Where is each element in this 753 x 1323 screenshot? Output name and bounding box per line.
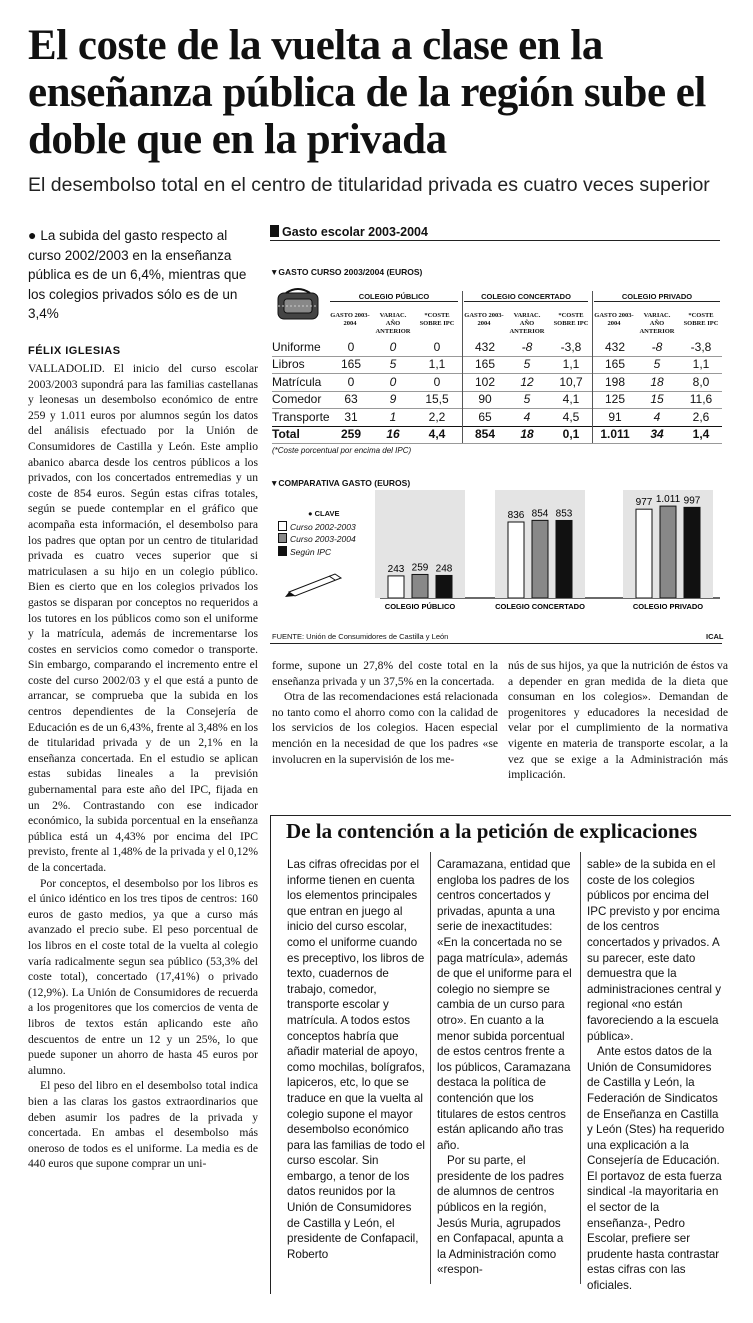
subheader: VARIAC. AÑO ANTERIOR (509, 312, 545, 335)
bar-value-label: 1.011 (655, 494, 681, 506)
bullet-dot-icon: ● (28, 227, 41, 243)
table-cell: -3,8 (690, 340, 712, 354)
credit: ICAL (706, 632, 724, 641)
row-label: Matrícula (272, 374, 322, 389)
legend-title: ● CLAVE (308, 509, 340, 518)
square-icon (270, 225, 279, 237)
table-cell: 0,1 (562, 427, 580, 441)
table-cell: 165 (604, 357, 626, 372)
legend-label: Curso 2003-2004 (290, 534, 356, 544)
paragraph: forme, supone un 27,8% del coste total en la enseñanza privada y un 37,5% en la concertada. (272, 659, 498, 688)
row-label: Comedor (272, 392, 322, 407)
table-cell: 4 (653, 409, 661, 424)
bar-value-label: 248 (435, 563, 453, 575)
subheader: GASTO 2003-2004 (594, 312, 634, 327)
table-cell: 90 (478, 392, 492, 407)
table-row (272, 391, 722, 409)
table-cell: 2,2 (428, 409, 446, 424)
table-cell: 8,0 (692, 374, 710, 389)
table-title: ▼GASTO CURSO 2003/2004 (EUROS) (270, 267, 423, 277)
comparison-bar-chart (270, 480, 722, 630)
table-cell: 854 (474, 427, 496, 441)
table-cell: 165 (474, 357, 496, 372)
subheader: GASTO 2003-2004 (330, 312, 370, 327)
table-cell: 4,5 (562, 409, 580, 424)
table-cell: -3,8 (560, 340, 582, 354)
paragraph: nús de sus hijos, ya que la nutrición de éstos va a depender en gran medida de la dieta que consuman en los colegios». Demandan de progenitores y educadores la necesidad de velar por el cumplimiento de la normativa vigente en materia de transporte escolar, a la vez que se exige a la Administración más implicación. (508, 659, 728, 782)
table-cell: 91 (608, 409, 622, 424)
table-row (272, 356, 722, 374)
graphic-bottom-rule (270, 643, 722, 644)
article-column-2 (272, 658, 498, 767)
bar-value-label: 977 (635, 497, 653, 509)
bar (508, 522, 524, 598)
bar (436, 575, 452, 598)
source-note: FUENTE: Unión de Consumidores de Castilla y León (272, 632, 449, 641)
paragraph: Ante estos datos de la Unión de Consumidores de Castilla y León, la Federación de Sindicatos de Enseñanza en Castilla y León (Stes) ha requerido una explicación a la Consejería de Educación. El portavoz de esta fuerza sindical -la mayoritaria en el sector de la enseñanza-, Pedro Escolar, prefiere ser prudente hasta contrastar estas cifras con las oficiales. (587, 1045, 725, 1293)
table-cell: 0 (433, 374, 441, 389)
group-header-concertado: COLEGIO CONCERTADO (464, 292, 588, 302)
table-cell: 1,1 (428, 357, 446, 372)
bar-value-label: 836 (507, 510, 525, 521)
table-cell: 198 (604, 374, 626, 389)
table-cell: 259 (340, 427, 362, 441)
table-cell: 11,6 (689, 392, 713, 407)
table-cell: 10,7 (559, 374, 583, 389)
table-cell: 4,4 (428, 427, 446, 441)
bar (660, 506, 676, 598)
table-cell: 18 (520, 427, 534, 441)
bar (388, 576, 404, 598)
table-row (272, 374, 722, 392)
table-cell: 4,1 (562, 392, 580, 407)
table-row (272, 339, 722, 357)
category-label: COLEGIO CONCERTADO (495, 602, 585, 611)
table-cell: 5 (389, 357, 397, 372)
paragraph: VALLADOLID. El inicio del curso escolar 2003/2003 supondrá para las familias castellanas y leonesas un desembolso económico de entre 259 y 1.011 euros por alumnos según los datos del análisis efectuado por la Unión de Consumidores de Castilla y León. Este amplio abanico abarca desde los centros públicos a los privados, con los concertados entremedias y un coste de 854 euros. Según estas cifras totales, según se puede contemplar en el gráfico que acompaña esta información, el desembolso para los padres que optan por un centro de titularidad privada es cuatro veces superior que si matriculasen a su hijo en un colegio público. Bien es cierto que en los colegios privados los gastos se disparan por conceptos no requeridos a los tutores en los públicos como son el uniforme y la matrícula, además de incrementarse los costes en servicios como comedor o transporte. Sin embargo, comparando el incremento entre el coste del curso 2002/03 y el que está a punto de arrancar, se comprueba que la subida en los centros dependientes de la Consejería de Educación es de un 6,43%, frente al 3,48% en los de titularidad privada y de un 2,1% en la enseñanza concertada. En el estudio se aplican estas subidas lineales a la previsión gubernamental para este año del IPC, fijada en un 2%. Contrastando con ese indicador económico, la subida porcentual en la enseñanza pública está un 4,43% por encima del IPC previsto, frente al 1,48% de la privada y el 0,12% de la concertada. (28, 362, 258, 874)
byline: FÉLIX IGLESIAS (28, 345, 121, 357)
bar-value-label: 854 (531, 508, 549, 520)
subheader: GASTO 2003-2004 (464, 312, 504, 327)
row-label: Uniforme (272, 340, 321, 354)
article-column-1 (28, 361, 258, 1172)
group-header-privado: COLEGIO PRIVADO (594, 292, 720, 302)
table-cell: 0 (347, 340, 355, 354)
row-label: Libros (272, 357, 305, 372)
bar (556, 520, 572, 598)
table-cell: 0 (389, 374, 397, 389)
graphic-header-label: Gasto escolar 2003-2004 (282, 225, 428, 239)
bar-value-label: 853 (555, 508, 573, 520)
subheader: *COSTE SOBRE IPC (419, 312, 455, 327)
table-footnote: (*Coste porcentual por encima del IPC) (272, 446, 412, 455)
paragraph: Otra de las recomendaciones está relacionada no tanto como el ahorro como con la calidad de los servicios de los colegios. Hacen especial mención en la necesidad de que los padres «se involucren en la supervisión de los me- (272, 690, 498, 766)
table-cell: 125 (604, 392, 626, 407)
graphic-header (270, 225, 720, 241)
subheader: VARIAC. AÑO ANTERIOR (639, 312, 675, 335)
backpack-icon (272, 287, 326, 323)
subheader: *COSTE SOBRE IPC (683, 312, 719, 327)
table-cell: 0 (433, 340, 441, 354)
table-cell: -8 (521, 340, 533, 354)
legend-label: Curso 2002-2003 (290, 521, 356, 532)
table-cell: 5 (523, 357, 531, 372)
paragraph: Las cifras ofrecidas por el informe tienen en cuenta los elementos principales que entran en juego al inicio del curso escolar, como el uniforme cuando es preceptivo, los libros de texto, cuadernos de trabajo, comedor, transporte escolar y matrícula. A todos estos conceptos habría que añadir material de apoyo, como mochilas, bolígrafos, lapiceros, etc, lo que se traduce en que la vuelta al colegio supone el mayor desembolso económico para las familias de todo el curso escolar. Sin embargo, a tenor de los datos reunidos por la Unión de Consumidores de Castilla y León, el presidente de Confapacil, Roberto (287, 858, 425, 1261)
table-cell: 1,1 (692, 357, 710, 372)
paragraph: Caramazana, entidad que engloba los padres de los centros concertados y privadas, apunta a una serie de inexactitudes: «En la concertada no se paga matrícula», además de que el uniforme para el colegio no siempre se cambia de un curso para otro». En cuanto a la menor subida porcentual de estos centros frente a los públicos, Caramazana destaca la política de contención que los titulares de estos centros están aplicando año tras año. (437, 858, 572, 1152)
table-cell: 65 (478, 409, 492, 424)
table-cell: 1 (389, 409, 397, 424)
bar-value-label: 259 (411, 562, 429, 574)
table-cell: 2,6 (692, 409, 710, 424)
table-divider (592, 291, 593, 443)
sidebar-column-1 (287, 857, 425, 1262)
paragraph: Por su parte, el presidente de los padres de alumnos de centros públicos en la región, Jesús Muria, agrupados en Confapacal, apunta a la Administración como «respon- (437, 1154, 564, 1277)
table-cell: 432 (474, 340, 496, 354)
bar (532, 520, 548, 598)
table-cell: 15,5 (425, 392, 449, 407)
bar (412, 574, 428, 598)
legend-label: Según IPC (290, 546, 332, 557)
table-cell: 15 (650, 392, 664, 407)
table-row (272, 426, 722, 444)
subheader: VARIAC. AÑO ANTERIOR (375, 312, 411, 335)
sidebar-column-2 (437, 857, 575, 1278)
table-cell: 12 (520, 374, 534, 389)
bar (636, 509, 652, 598)
row-label: Transporte (272, 409, 330, 424)
bar-value-label: 243 (387, 563, 405, 575)
table-divider (462, 291, 463, 443)
table-cell: 4 (523, 409, 531, 424)
bullet-text: La subida del gasto respecto al curso 2002/2003 en la enseñanza pública es de un 6,4%, mientras que los colegios privados sólo es de un 3,4% (28, 228, 247, 321)
table-cell: 1,4 (692, 427, 710, 441)
table-cell: 1.011 (600, 427, 630, 441)
table-cell: 31 (344, 409, 358, 424)
highlight-bullet (28, 226, 253, 324)
table-cell: 5 (653, 357, 661, 372)
chart-title: ▼COMPARATIVA GASTO (EUROS) (270, 478, 411, 488)
column-divider (430, 852, 431, 1284)
table-row (272, 409, 722, 427)
subheadline: El desembolso total en el centro de titularidad privada es cuatro veces superior (28, 174, 710, 196)
column-divider (580, 852, 581, 1284)
paragraph: sable» de la subida en el coste de los colegios públicos por encima del IPC previsto y por encima de los centros concertados y privados. A su parecer, este dato demuestra que la administraciones central y regional «no están favoreciendo a la escuela pública». (587, 858, 722, 1043)
table-cell: 9 (389, 392, 397, 407)
paragraph: El peso del libro en el desembolso total indica bien a las claras los gastos extraordinarios que deben asumir los padres de la privada y concertada. En ambas el desembolso más oneroso de todos es el uniforme. La media es de 440 euros que supone comprar un uni- (28, 1079, 258, 1171)
row-label: Total (272, 427, 300, 441)
table-cell: 34 (650, 427, 664, 441)
table-cell: 16 (386, 427, 400, 441)
bar (684, 507, 700, 598)
table-cell: 165 (340, 357, 362, 372)
bar-value-label: 997 (683, 495, 701, 507)
sidebar-title: De la contención a la petición de explicaciones (286, 819, 698, 843)
table-cell: -8 (651, 340, 663, 354)
table-cell: 1,1 (562, 357, 580, 372)
table-cell: 63 (344, 392, 358, 407)
subheader: *COSTE SOBRE IPC (553, 312, 589, 327)
group-header-publico: COLEGIO PÚBLICO (330, 292, 458, 302)
table-cell: 0 (389, 340, 397, 354)
table-cell: 5 (523, 392, 531, 407)
table-cell: 0 (347, 374, 355, 389)
table-cell: 18 (650, 374, 664, 389)
article-column-3 (508, 658, 728, 783)
headline: El coste de la vuelta a clase en la enseñanza pública de la región sube el doble que en la privada (28, 22, 706, 163)
table-cell: 432 (604, 340, 626, 354)
sidebar-column-3 (587, 857, 725, 1294)
category-label: COLEGIO PRIVADO (632, 602, 704, 611)
category-label: COLEGIO PÚBLICO (384, 602, 456, 611)
paragraph: Por conceptos, el desembolso por los libros es el único idéntico en los tres tipos de centros: 160 euros de gasto medios, ya que a curso más avanzado el precio sube. El peso porcentual de los libros en el coste total de la vuelta al colegio varía radicalmente segun sea público (53,3% del coste total), concertado (17,41%) o privado (12,9%). La Unión de Consumidores de recuerda a los progenitores que los comercios de venta de libros de textos están aplicando este año descuentos de entre un 12 y un 25%, lo que puede suponer un ahorro de hasta 45 euros por alumno. (28, 876, 258, 1077)
table-cell: 102 (474, 374, 496, 389)
